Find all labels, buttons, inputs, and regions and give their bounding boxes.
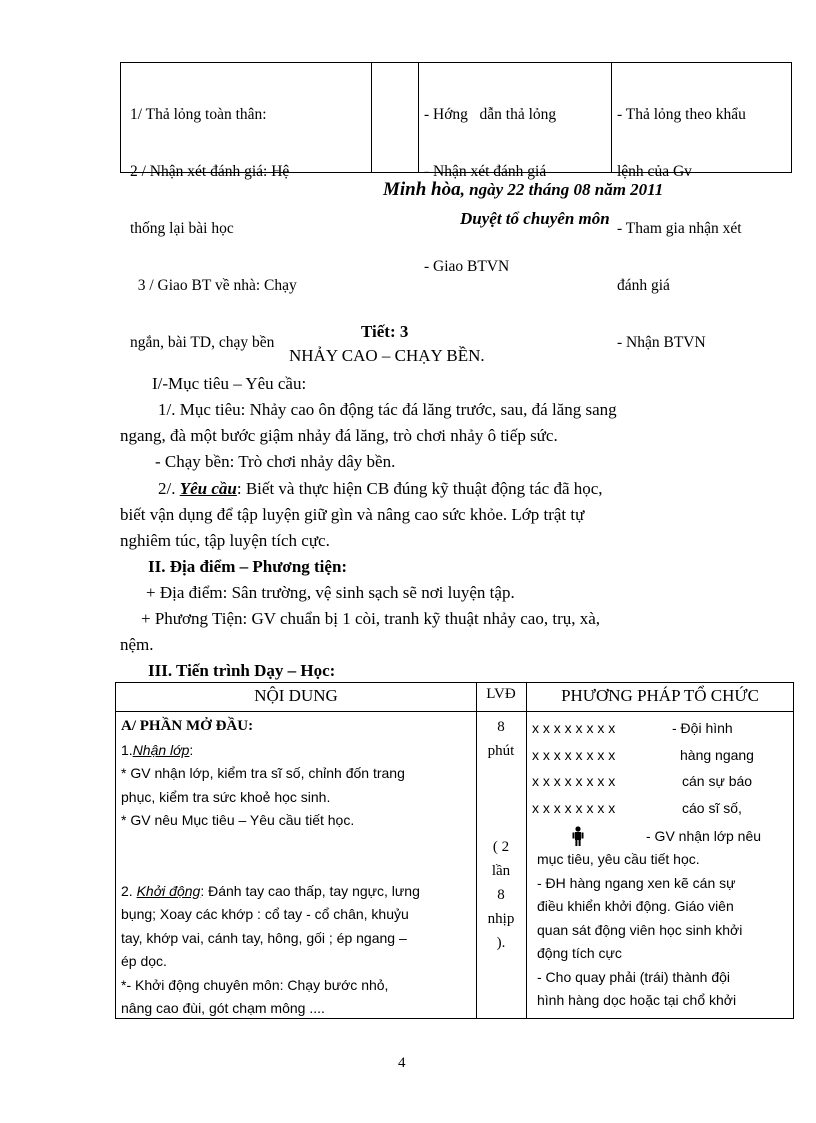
table-divider xyxy=(371,63,372,172)
item-1-heading xyxy=(121,739,471,763)
load-line: ). xyxy=(496,935,506,951)
item-2-label: Khởi động xyxy=(136,882,201,899)
content-line: * GV nêu Mục tiêu – Yêu cầu tiết học. xyxy=(121,812,355,828)
method-cell xyxy=(532,715,790,821)
student-activity-cell xyxy=(617,67,746,390)
table-header-divider xyxy=(116,711,793,712)
formation-note: hàng ngang xyxy=(680,746,754,763)
content-line: ép dọc. xyxy=(121,953,167,969)
content-line: phục, kiểm tra sức khoẻ học sinh. xyxy=(121,788,331,805)
formation-row xyxy=(532,768,790,795)
equipment-line: nệm. xyxy=(120,635,154,654)
formation-note: cán sự báo xyxy=(682,773,753,789)
requirement-line: nghiêm túc, tập luyện tích cực. xyxy=(120,531,330,550)
formation-x: x x x x x x x x xyxy=(532,746,616,763)
lesson-plan-table xyxy=(115,682,794,1019)
closing-content-line: 2 / Nhận xét đánh giá: Hệ xyxy=(130,163,290,180)
closing-content-line: ngắn, bài TD, chạy bền xyxy=(130,334,275,351)
content-line: nâng cao đùi, gót chạm mông .... xyxy=(121,1000,325,1016)
section-2-heading: II. Địa điểm – Phương tiện: xyxy=(148,557,348,576)
objective-line: ngang, đà một bước giậm nhảy đá lăng, trò chơi nhảy ô tiếp sức. xyxy=(120,426,558,445)
closing-content-line: thống lại bài học xyxy=(130,220,234,237)
header-load: LVĐ xyxy=(486,686,516,702)
teacher-activity-line: - Nhận xét đánh giá xyxy=(424,163,547,180)
load-line: 8 xyxy=(497,719,505,735)
item-2-line xyxy=(121,880,471,904)
item-2-text: : Đánh tay cao thấp, tay ngực, lưng xyxy=(200,882,420,899)
method-line: - Cho quay phải (trái) thành đội xyxy=(537,968,730,985)
content-cell xyxy=(121,715,471,1021)
table-divider xyxy=(418,63,419,172)
student-activity-line: lệnh của Gv xyxy=(617,163,692,180)
lesson-title: NHẢY CAO – CHẠY BỀN. xyxy=(289,346,485,365)
page-number: 4 xyxy=(398,1055,406,1071)
section-1-heading-text: I/-Mục tiêu – Yêu cầu: xyxy=(152,374,307,393)
requirement-text: : Biết và thực hiện CB đúng kỹ thuật động tác đã học, xyxy=(236,479,603,498)
load-line: nhịp xyxy=(487,911,515,927)
closing-content-line: 1/ Thả lỏng toàn thân: xyxy=(130,106,267,123)
table-divider xyxy=(611,63,612,172)
location-line: + Địa điểm: Sân trường, vệ sinh sạch sẽ nơi luyện tập. xyxy=(146,583,515,602)
closing-content-line: 3 / Giao BT về nhà: Chạy xyxy=(130,277,297,294)
load-cell xyxy=(476,715,526,955)
formation-note: - Đội hình xyxy=(672,720,733,736)
teacher-activity-line: - Hớng dẫn thả lỏng xyxy=(424,106,557,123)
load-line: phút xyxy=(487,743,515,759)
load-line: ( 2 xyxy=(492,839,510,855)
signature-date-line xyxy=(383,179,663,201)
lesson-period: Tiết: 3 xyxy=(361,322,409,341)
content-line: tay, khớp vai, cánh tay, hông, gối ; ép ngang – xyxy=(121,929,407,946)
student-activity-line: - Tham gia nhận xét xyxy=(617,220,742,237)
formation-row xyxy=(532,715,790,742)
header-content: NỘI DUNG xyxy=(254,686,338,705)
item-1-colon: : xyxy=(189,741,194,758)
objective-line: 1/. Mục tiêu: Nhảy cao ôn động tác đá lăng trước, sau, đá lăng sang xyxy=(158,400,617,419)
content-line: bụng; Xoay các khớp : cổ tay - cổ chân, khuỷu xyxy=(121,906,409,922)
section-3-heading: III. Tiến trình Dạy – Học: xyxy=(148,661,336,680)
method-line: động tích cực xyxy=(537,945,622,961)
signature-date: , ngày 22 tháng 08 năm 2011 xyxy=(460,180,664,199)
closing-content-cell xyxy=(130,67,297,390)
student-activity-line: - Thả lỏng theo khẩu xyxy=(617,106,746,123)
equipment-line: + Phương Tiện: GV chuẩn bị 1 còi, tranh kỹ thuật nhảy cao, trụ, xà, xyxy=(141,609,601,628)
requirement-line: biết vận dụng để tập luyện giữ gìn và nâng cao sức khỏe. Lớp trật tự xyxy=(120,505,585,524)
student-activity-line: - Nhận BTVN xyxy=(617,334,706,351)
load-line: 8 xyxy=(497,887,505,903)
spacer xyxy=(121,833,471,880)
teacher-activity-line: - Giao BTVN xyxy=(424,258,510,275)
formation-row xyxy=(532,742,790,769)
formation-x: x x x x x x x x xyxy=(532,773,616,789)
section-1-heading xyxy=(152,372,306,396)
header-method: PHƯƠNG PHÁP TỔ CHỨC xyxy=(561,686,759,705)
spacer xyxy=(476,763,526,835)
item-1-label: Nhận lớp xyxy=(132,741,190,758)
method-line: điều khiển khởi động. Giáo viên xyxy=(537,898,734,914)
method-line: hình hàng dọc hoặc tại chổ khởi xyxy=(537,992,737,1008)
method-line: - ĐH hàng ngang xen kẽ cán sự xyxy=(537,874,736,891)
content-line: *- Khởi động chuyên môn: Chạy bước nhỏ, xyxy=(121,976,389,993)
signature-place: Minh hòa xyxy=(383,179,461,200)
objective-line: - Chạy bền: Trò chơi nhảy dây bền. xyxy=(155,452,396,471)
requirement-prefix: 2/. xyxy=(158,479,180,498)
table-divider xyxy=(526,683,527,1018)
method-line: quan sát động viên học sinh khởi xyxy=(537,921,743,938)
method-line: mục tiêu, yêu cầu tiết học. xyxy=(537,851,700,867)
formation-row xyxy=(532,795,790,822)
requirement-label: Yêu cầu xyxy=(179,479,237,498)
approval-label: Duyệt tổ chuyên môn xyxy=(460,209,610,228)
content-line: * GV nhận lớp, kiểm tra sĩ số, chỉnh đốn trang xyxy=(121,765,405,781)
formation-x: x x x x x x x x xyxy=(532,720,616,736)
method-text xyxy=(537,848,791,1013)
teacher-figure-icon xyxy=(572,826,584,846)
student-activity-line: đánh giá xyxy=(617,277,670,294)
formation-note: cáo sĩ số, xyxy=(682,799,742,816)
teacher-note: - GV nhận lớp nêu xyxy=(646,828,762,844)
requirement-line xyxy=(158,477,603,501)
item-1-number: 1. xyxy=(121,741,133,758)
part-a-heading: A/ PHẦN MỞ ĐẦU: xyxy=(121,718,254,734)
formation-x: x x x x x x x x xyxy=(532,799,616,816)
load-line: lần xyxy=(491,863,511,879)
item-2-number: 2. xyxy=(121,882,137,899)
